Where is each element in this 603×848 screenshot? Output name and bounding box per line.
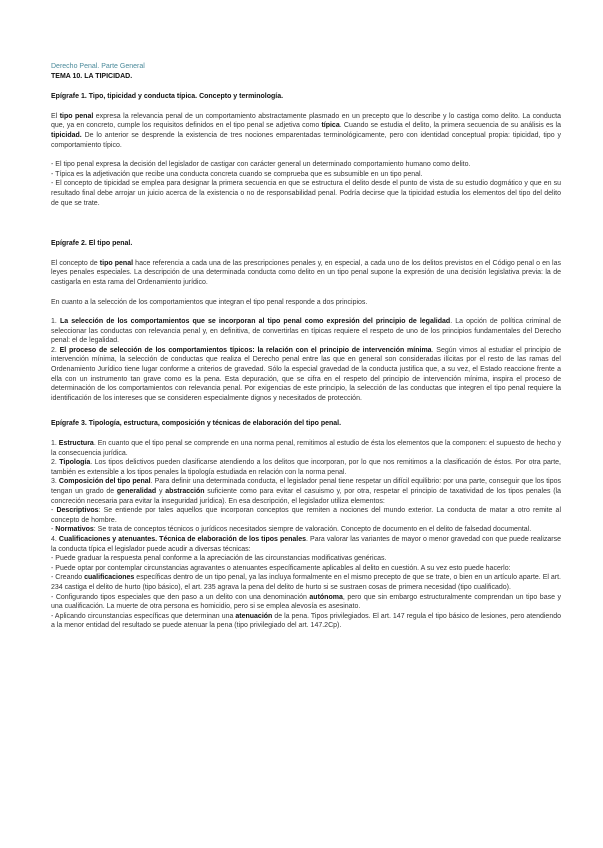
section-2-heading: Epígrafe 2. El tipo penal. xyxy=(51,240,133,248)
section-3-item-typology: 2. Tipología. Los tipos delictivos pueden clasificarse atendiendo a los delitos que incorporan, por lo que nos remitimos a la clasificación de éstos. Por otra parte, también es extensible a los tipos penales la tipología estudiada en relación con la norma penal. xyxy=(51,459,561,476)
section-3-bullet: - Puede graduar la respuesta penal conforme a la apreciación de las circunstancias modificativas genéricas. xyxy=(51,555,387,563)
section-1-bullet: - Típica es la adjetivación que recibe una conducta concreta cuando se comprueba que es subsumible en un tipo penal. xyxy=(51,170,423,178)
section-1-heading: Epígrafe 1. Tipo, tipicidad y conducta típica. Concepto y terminología. xyxy=(51,93,284,101)
section-2-intro: En cuanto a la selección de los comportamientos que integran el tipo penal responde a dos principios. xyxy=(51,298,368,306)
section-3-normative-elements: - Normativos: Se trata de conceptos técnicos o jurídicos necesitados siempre de valoración. Concepto de documento en el delito de falsedad documental. xyxy=(51,526,532,534)
section-2-paragraph: El concepto de tipo penal hace referencia a cada una de las prescripciones penales y, en especial, a cada uno de los delitos previstos en el Código penal o en las leyes penales especiales. La descripción de una determinada conducta como delito en un tipo penal supone la expresión de una decisión legislativa previa: la de castigarla en esta rama del Ordenamiento jurídico. xyxy=(51,259,561,286)
section-3-item-composition: 3. Composición del tipo penal. Para definir una determinada conducta, el legislador penal tiene respetar un difícil equilibrio: por una parte, conseguir que los tipos tengan un grado de generalidad y abstracción suficiente como para evitar el casuismo y, por otra, respetar el principio de taxatividad de los tipos penales (la concreción necesaria para evitar la inseguridad jurídica). En esa descripción, el legislador utiliza elementos: xyxy=(51,478,561,505)
course-breadcrumb[interactable]: Derecho Penal. Parte General xyxy=(51,63,145,70)
section-2-item-minimal-intervention: 2. El proceso de selección de los comportamientos típicos: la relación con el principio de intervención mínima. Según vimos al estudiar el principio de intervención mínima, la selección de conductas que realiza el Derecho penal entre las que en general son consideradas ilícitas por el resto de las ramas del Ordenamiento Jurídico tiene lugar conforme a criterios de gravedad. Sólo la especial gravedad de la conducta justifica que, a su vez, el Estado reaccione frente a ella con un instrumento tan grave como es la pena. Esta depuración, que se cifra en el respeto del principio de intervención mínima, inspira el proceso de determinación de los comportamientos con relevancia penal. Por exigencias de este principio, la selección de las conductas que integren el tipo penal requiere la identificación de los intereses que se consideren especialmente dignos y necesitados de protección. xyxy=(51,346,561,402)
section-2-item-legality: 1. La selección de los comportamientos que se incorporan al tipo penal como expresión del principio de legalidad. La opción de política criminal de seleccionar las conductas con relevancia penal y, en definitiva, de convertirlas en típicas requiere el respeto de uno de los principios fundamentales del Derecho penal: el de legalidad. xyxy=(51,318,561,345)
section-3-descriptive-elements: - Descriptivos: Se entiende por tales aquellos que incorporan conceptos que remiten a nociones del mundo exterior. La conducta de matar a otro remite al concepto de hombre. xyxy=(51,507,562,524)
section-3-bullet-qualifications: - Creando cualificaciones específicas dentro de un tipo penal, ya las incluya formalmente en el mismo precepto de que se trate, o bien en un artículo aparte. El art. 234 castiga el delito de hurto (tipo básico), el art. 235 agrava la pena del delito de hurto si se sustraen cosas de primera necesidad (tipo cualificado). xyxy=(51,574,562,591)
section-1-bullet: - El tipo penal expresa la decisión del legislador de castigar con carácter general un determinado comportamiento humano como delito. xyxy=(51,161,471,169)
section-3-bullet-autonomous: - Configurando tipos especiales que den paso a un delito con una denominación autónoma, pero que sin embargo estructuralmente comprendan un tipo base y una cualificación. La muerte de otra persona es homicidio, pero si se emplea alevosía es asesinato. xyxy=(51,593,561,611)
document-page xyxy=(51,62,561,631)
section-3-item-structure: 1. Estructura. En cuanto que el tipo penal se comprende en una norma penal, remitimos al estudio de ésta los elementos que la componen: el supuesto de hecho y la consecuencia jurídica. xyxy=(51,440,561,457)
page-title: TEMA 10. LA TIPICIDAD. xyxy=(51,72,133,80)
section-1-bullet: - El concepto de tipicidad se emplea para designar la primera secuencia en que se estructura el delito desde el punto de vista de su estudio dogmático y que en su resultado final debe arrojar un juicio acerca de la existencia o no de responsabilidad penal. Podría decirse que la tipicidad estudia los elementos del tipo del delito de que se trate. xyxy=(51,180,561,207)
section-3-bullet: - Puede optar por contemplar circunstancias agravantes o atenuantes específicamente aplicables al delito en cuestión. A su vez esto puede hacerlo: xyxy=(51,564,511,572)
section-3-heading: Epígrafe 3. Tipología, estructura, composición y técnicas de elaboración del tipo penal. xyxy=(51,420,342,428)
section-3-item-qualifications: 4. Cualificaciones y atenuantes. Técnica de elaboración de los tipos penales. Para valorar las variantes de mayor o menor gravedad con que puede realizarse la conducta típica el legislador puede acudir a diversas técnicas: xyxy=(51,535,561,553)
section-1-paragraph: El tipo penal expresa la relevancia penal de un comportamiento abstractamente plasmado en un precepto que lo describe y lo castiga como delito. La conducta que, ya en concreto, cumple los requisitos definidos en el tipo penal se adjetiva como típica. Cuando se estudia el delito, la primera secuencia de su análisis es la tipicidad. De lo anterior se desprende la existencia de tres nociones emparentadas terminológicamente, pero con identidad conceptual propia: tipicidad, tipo y comportamiento típico. xyxy=(51,112,562,149)
section-3-bullet-attenuation: - Aplicando circunstancias específicas que determinan una atenuación de la pena. Tipos privilegiados. El art. 147 regula el tipo básico de lesiones, pero atendiendo a la menor entidad del resultado se puede atenuar la pena (tipo privilegiado del art. 147.2Cp). xyxy=(51,612,562,630)
